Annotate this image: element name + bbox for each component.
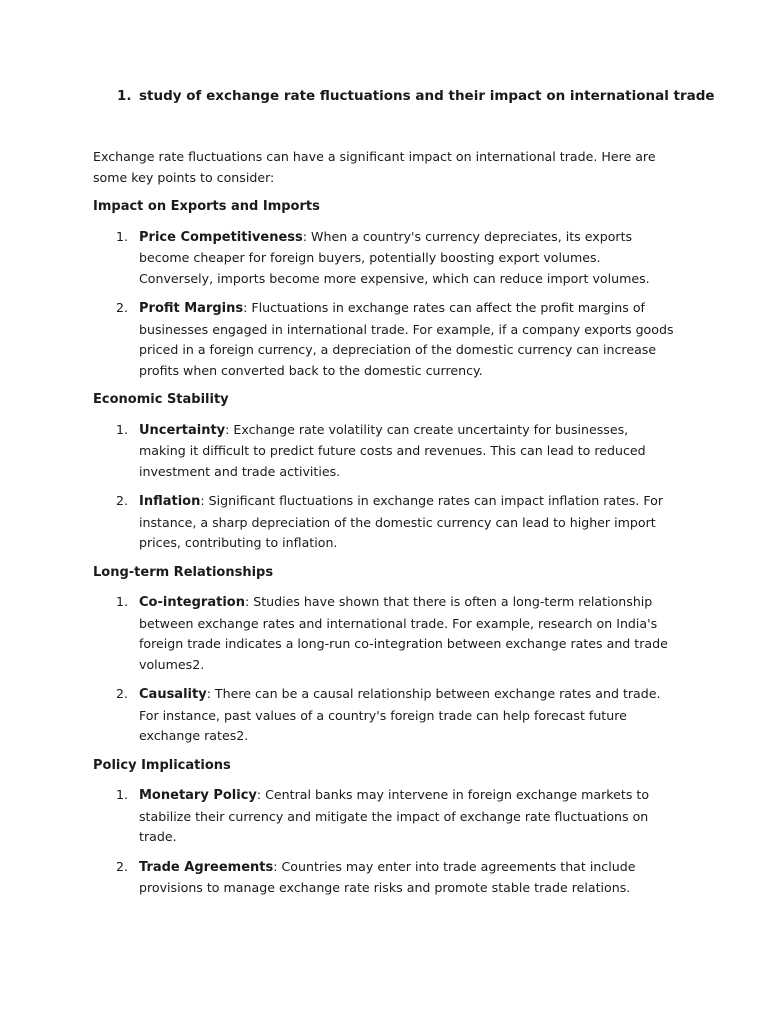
section-heading: Policy Implications [93, 757, 231, 773]
document-heading [117, 86, 717, 106]
item-term: Causality [139, 687, 207, 702]
item-number: 1. [116, 787, 129, 802]
heading-number: 1. [117, 88, 132, 104]
item-number: 2. [116, 493, 129, 508]
item-number: 2. [116, 858, 129, 874]
list-item [93, 684, 678, 747]
item-body [139, 227, 678, 290]
item-term: Profit Margins [139, 301, 244, 316]
section-list [93, 227, 678, 382]
item-term: Inflation [139, 494, 201, 509]
item-number: 2. [116, 686, 129, 701]
item-term: Trade Agreements [139, 859, 274, 875]
section-heading: Impact on Exports and Imports [93, 199, 320, 214]
section-list [93, 592, 678, 747]
item-term: Price Competitiveness [139, 229, 303, 245]
item-body [139, 298, 678, 381]
item-number: 2. [116, 300, 129, 315]
section-heading: Long-term Relationships [93, 564, 274, 580]
heading-text: study of exchange rate fluctuations and their impact on international trade [139, 88, 715, 104]
item-text: : Countries may enter into trade agreements that include provisions to manage exchange rate risks and promote stable trade relations. [139, 858, 636, 895]
item-body [139, 420, 678, 483]
list-item [93, 491, 678, 554]
intro-paragraph: Exchange rate fluctuations can have a significant impact on international trade. Here are some key points to consider: [93, 149, 656, 185]
item-text: : Significant fluctuations in exchange rates can impact inflation rates. For instance, a sharp depreciation of the domestic currency can lead to higher import prices, contributing to inflation. [139, 493, 664, 550]
item-body [139, 785, 678, 848]
item-number: 1. [116, 421, 129, 437]
section-list [93, 785, 678, 899]
item-term: Co-integration [139, 595, 245, 610]
item-text: : Studies have shown that there is often a long-term relationship between exchange rates and international trade. For example, research on India's foreign trade indicates a long-run co-integration between exchange rates and trade volumes2. [139, 594, 668, 672]
list-item [93, 420, 678, 483]
item-number: 1. [116, 594, 129, 609]
item-number: 1. [116, 228, 129, 244]
list-item [93, 298, 678, 381]
section-list [93, 420, 678, 554]
item-body [139, 491, 678, 554]
section-heading: Economic Stability [93, 392, 229, 407]
item-text: : There can be a causal relationship between exchange rates and trade. For instance, past values of a country's foreign trade can help forecast future exchange rates2. [139, 686, 661, 743]
item-text: : Central banks may intervene in foreign exchange markets to stabilize their currency and mitigate the impact of exchange rate fluctuations on trade. [139, 787, 650, 844]
item-body [139, 592, 678, 675]
item-term: Uncertainty [139, 422, 226, 438]
list-item [93, 592, 678, 675]
item-term: Monetary Policy [139, 788, 257, 803]
list-item [93, 227, 678, 290]
list-item [93, 857, 678, 899]
item-text: : Exchange rate volatility can create uncertainty for businesses, making it difficult to predict future costs and revenues. This can lead to reduced investment and trade activities. [139, 421, 646, 479]
item-text: : When a country's currency depreciates, its exports become cheaper for foreign buyers, potentially boosting export volumes. Conversely, imports become more expensive, which can reduce import volumes. [139, 228, 650, 286]
item-text: : Fluctuations in exchange rates can affect the profit margins of businesses engaged in international trade. For example, if a company exports goods priced in a foreign currency, a depreciation of the domestic currency can increase profits when converted back to the domestic currency. [139, 300, 674, 378]
list-item [93, 785, 678, 848]
item-body [139, 857, 678, 899]
item-body [139, 684, 678, 747]
document-body [93, 147, 678, 908]
